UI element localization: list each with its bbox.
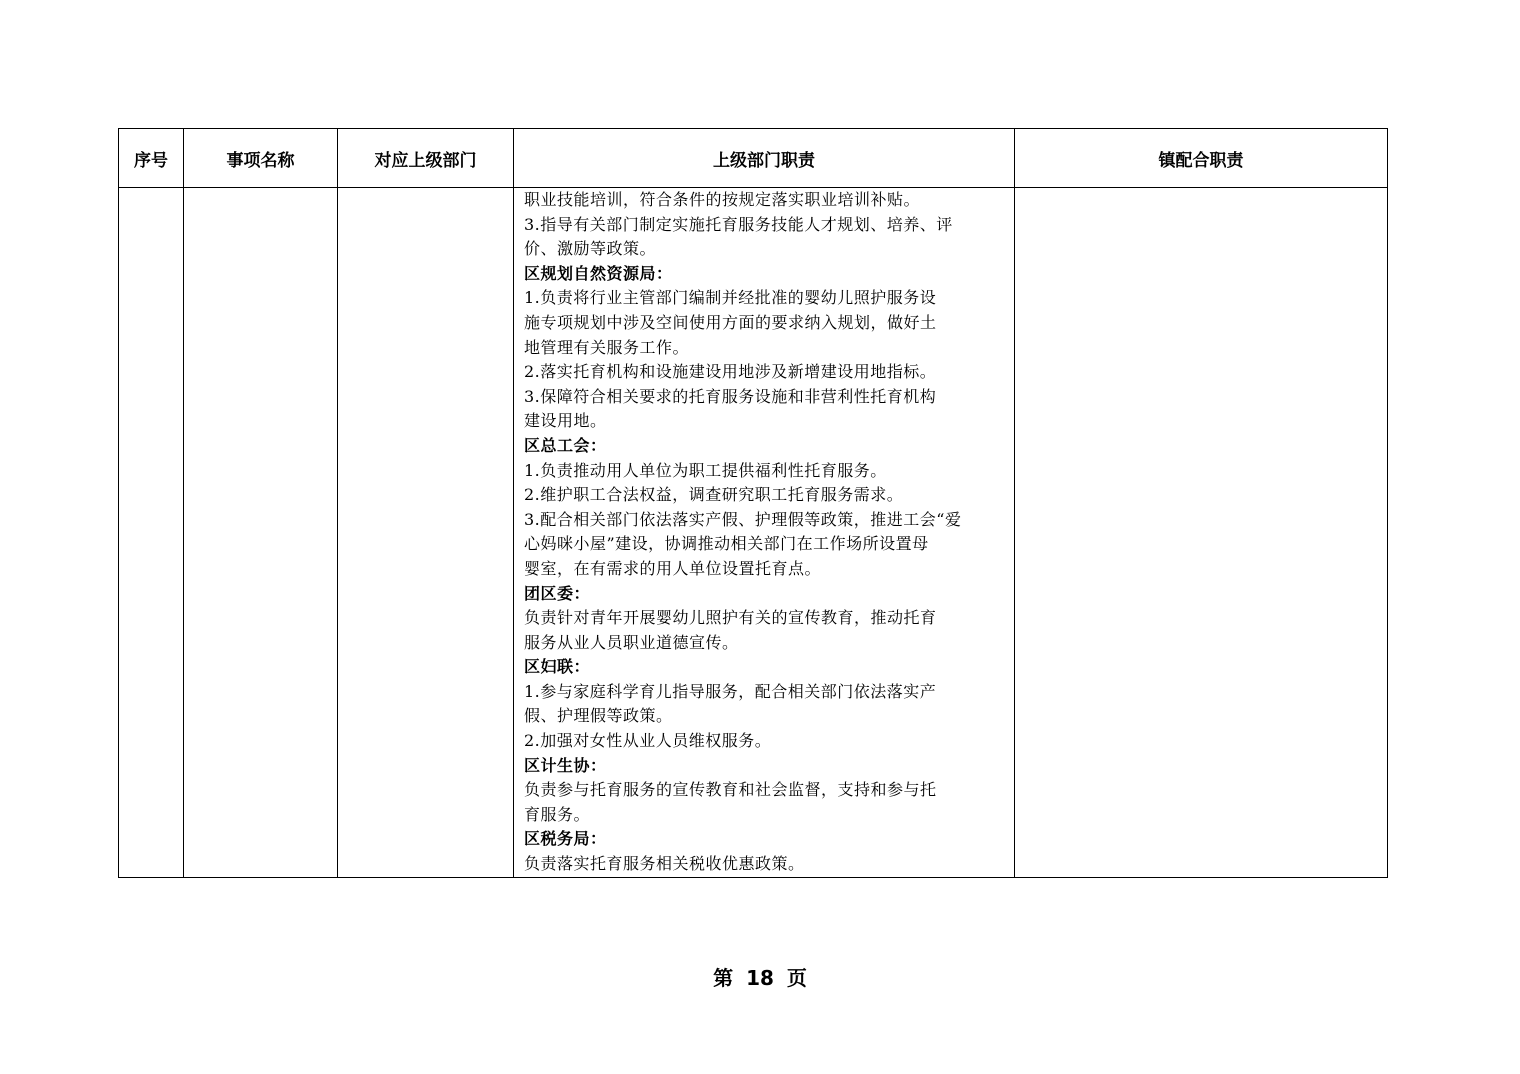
duty-line: 3.指导有关部门制定实施托育服务技能人才规划、培养、评 [524, 214, 953, 234]
header-town-duties: 镇配合职责 [1015, 129, 1388, 188]
cell-superior-duties [514, 188, 1015, 878]
duty-line: 负责落实托育服务相关税收优惠政策。 [524, 854, 805, 874]
header-superior-duties: 上级部门职责 [514, 129, 1015, 188]
duty-line: 负责针对青年开展婴幼儿照护有关的宣传教育，推动托育 [524, 608, 937, 628]
duty-line: 施专项规划中涉及空间使用方面的要求纳入规划，做好土 [524, 312, 937, 332]
duty-line: 假、护理假等政策。 [524, 706, 673, 726]
department-heading: 团区委： [524, 583, 591, 603]
cell-item-name [184, 188, 338, 878]
duty-line: 2.加强对女性从业人员维权服务。 [524, 731, 772, 751]
table-header-row [119, 129, 1388, 188]
department-heading: 区妇联： [524, 657, 591, 677]
duty-line: 心妈咪小屋”建设，协调推动相关部门在工作场所设置母 [524, 534, 929, 554]
cell-superior-dept [338, 188, 514, 878]
duty-line: 2.落实托育机构和设施建设用地涉及新增建设用地指标。 [524, 362, 937, 382]
department-heading: 区计生协： [524, 755, 607, 775]
duty-line: 职业技能培训，符合条件的按规定落实职业培训补贴。 [524, 190, 921, 209]
duty-line: 育服务。 [524, 804, 591, 824]
duty-line: 建设用地。 [524, 411, 607, 431]
duty-line: 1.负责推动用人单位为职工提供福利性托育服务。 [524, 460, 887, 480]
duty-line: 地管理有关服务工作。 [524, 337, 690, 357]
duty-line: 3.配合相关部门依法落实产假、护理假等政策，推进工会“爱 [524, 509, 962, 529]
duty-line: 3.保障符合相关要求的托育服务设施和非营利性托育机构 [524, 386, 937, 406]
cell-town-duties [1015, 188, 1388, 878]
table-row [119, 188, 1388, 878]
department-heading: 区税务局： [524, 829, 607, 849]
duty-line: 价、激励等政策。 [524, 239, 657, 259]
page-number: 第 18 页 [713, 966, 807, 990]
department-heading: 区总工会： [524, 435, 607, 455]
duty-line: 婴室，在有需求的用人单位设置托育点。 [524, 558, 822, 578]
duty-line: 服务从业人员职业道德宣传。 [524, 632, 739, 652]
header-item-name: 事项名称 [184, 129, 338, 188]
duty-line: 1.负责将行业主管部门编制并经批准的婴幼儿照护服务设 [524, 288, 937, 308]
duty-line: 2.维护职工合法权益，调查研究职工托育服务需求。 [524, 485, 904, 505]
department-heading: 区规划自然资源局： [524, 263, 673, 283]
duty-table [118, 128, 1388, 878]
header-index: 序号 [119, 129, 184, 188]
duty-line: 负责参与托育服务的宣传教育和社会监督，支持和参与托 [524, 780, 937, 800]
header-superior-dept: 对应上级部门 [338, 129, 514, 188]
cell-index [119, 188, 184, 878]
duty-line: 1.参与家庭科学育儿指导服务，配合相关部门依法落实产 [524, 681, 937, 701]
